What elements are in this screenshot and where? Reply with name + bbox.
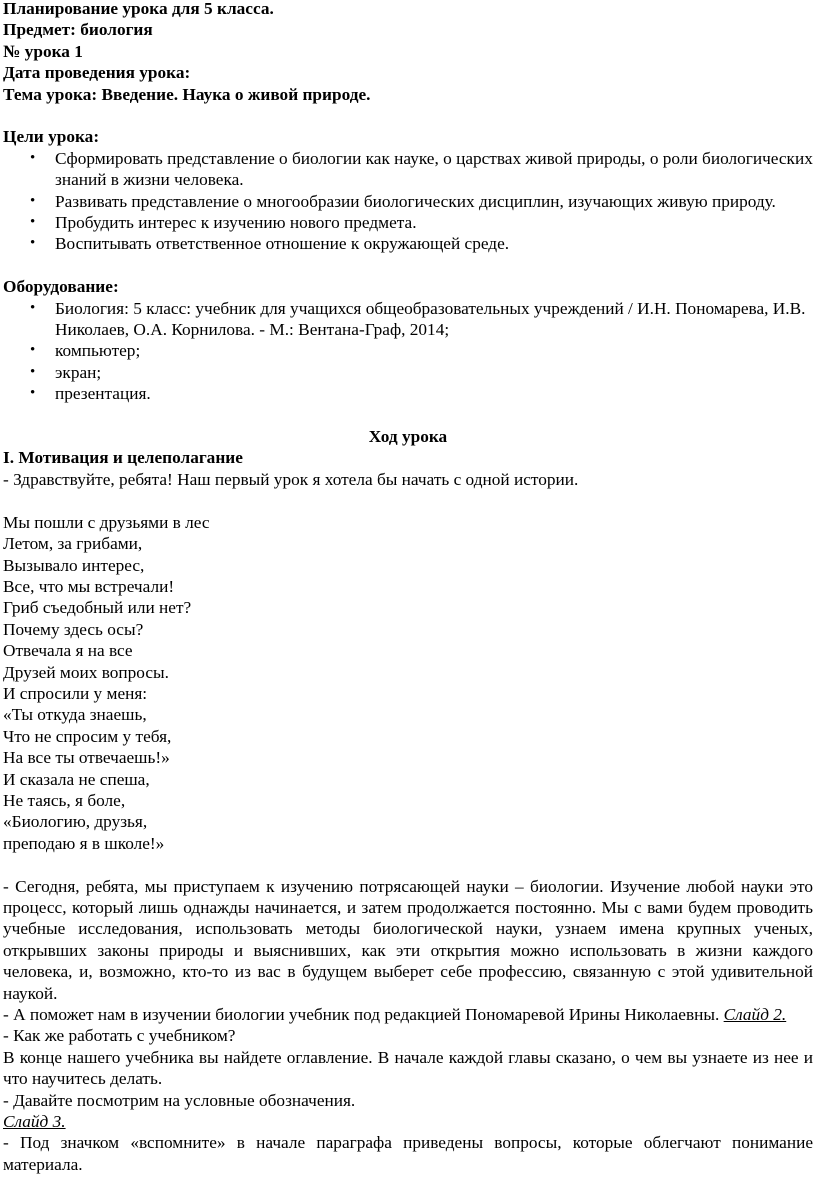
poem-line: Что не спросим у тебя, [3, 726, 172, 746]
poem-line: Не таясь, я боле, [3, 790, 126, 810]
intro-paragraph: - Здравствуйте, ребята! Наш первый урок я хотела бы начать с одной истории. [3, 469, 579, 489]
bullet-icon: • [30, 235, 36, 252]
equipment-list-item [3, 298, 813, 341]
poem-line: И сказала не спеша, [3, 769, 150, 789]
document-page [3, 0, 813, 1175]
goals-list-item [3, 148, 813, 191]
bullet-icon: • [30, 192, 36, 209]
paragraph-how-to-work: - Как же работать с учебником? [3, 1026, 236, 1046]
paragraph-textbook-text: - А поможет нам в изучении биологии учебник под редакцией Пономаревой Ирины Николаевны. [3, 1005, 724, 1025]
equipment-list-item [3, 383, 813, 404]
bullet-icon: • [30, 385, 36, 402]
equipment-list-item [3, 362, 813, 383]
paragraph-textbook [3, 1004, 813, 1025]
spacer [3, 490, 813, 511]
poem-line: Друзей моих вопросы. [3, 662, 169, 682]
goals-item-text: Пробудить интерес к изучению нового предмета. [55, 213, 417, 233]
poem-line: преподаю я в школе!» [3, 833, 165, 853]
paragraph-science-intro: - Сегодня, ребята, мы приступаем к изучению потрясающей науки – биологии. Изучение любой науки это процесс, который лишь однажды начинается, и затем продолжается постоянно. Мы с вами будем проводить учебные исследования, использовать методы биологической науки, узнаем имена крупных ученых, открывших законы природы и выяснивших, как эти открытия можно использовать в жизни каждого человека, и, возможно, кто-то из вас в будущем выберет себе профессию, связанную с этой удивительной наукой. [3, 876, 813, 1003]
spacer [3, 854, 813, 875]
lesson-header [3, 0, 813, 105]
goals-item-text: Сформировать представление о биологии как науке, о царствах живой природы, о роли биологических знаний в жизни человека. [55, 148, 813, 190]
goals-item-text: Развивать представление о многообразии биологических дисциплин, изучающих живую природу. [55, 191, 776, 211]
poem-line: Отвечала я на все [3, 641, 133, 661]
header-line-date: Дата проведения урока: [3, 63, 191, 83]
goals-list-item [3, 191, 813, 212]
header-line-subject: Предмет: биология [3, 20, 153, 40]
poem-line: И спросили у меня: [3, 683, 148, 703]
equipment-item-text: экран; [55, 362, 102, 382]
goals-list-item [3, 233, 813, 254]
bullet-icon: • [30, 149, 36, 166]
equipment-list-item [3, 340, 813, 361]
goals-title: Цели урока: [3, 127, 100, 147]
poem-line: Гриб съедобный или нет? [3, 598, 192, 618]
slide-2-reference: Слайд 2. [723, 1005, 787, 1025]
poem-line: На все ты отвечаешь!» [3, 748, 170, 768]
goals-list-item [3, 212, 813, 233]
bullet-icon: • [30, 214, 36, 231]
bullet-icon: • [30, 363, 36, 380]
poem-line: Летом, за грибами, [3, 534, 143, 554]
paragraph-contents: В конце нашего учебника вы найдете оглавление. В начале каждой главы сказано, о чем вы узнаете из нее и что научитесь делать. [3, 1047, 813, 1089]
equipment-item-text: презентация. [55, 384, 151, 404]
poem-line: Почему здесь осы? [3, 619, 144, 639]
poem-line: «Биологию, друзья, [3, 812, 148, 832]
goals-list [3, 148, 813, 255]
header-line-topic: Тема урока: Введение. Наука о живой природе. [3, 84, 371, 104]
bullet-icon: • [30, 342, 36, 359]
paragraph-remember-icon: - Под значком «вспомните» в начале параграфа приведены вопросы, которые облегчают понимание материала. [3, 1133, 813, 1174]
lesson-title: Ход урока [368, 427, 448, 447]
spacer [3, 255, 813, 276]
spacer [3, 405, 813, 426]
header-line-plan: Планирование урока для 5 класса. [3, 0, 274, 18]
paragraph-symbols: - Давайте посмотрим на условные обозначения. [3, 1090, 356, 1110]
section-title: I. Мотивация и целеполагание [3, 448, 243, 468]
poem-line: Вызывало интерес, [3, 555, 145, 575]
poem [3, 512, 813, 855]
goals-item-text: Воспитывать ответственное отношение к окружающей среде. [55, 234, 510, 254]
poem-line: Мы пошли с друзьями в лес [3, 512, 210, 532]
spacer [3, 105, 813, 126]
poem-line: «Ты откуда знаешь, [3, 705, 147, 725]
bullet-icon: • [30, 299, 36, 316]
equipment-title: Оборудование: [3, 277, 119, 297]
poem-line: Все, что мы встречали! [3, 576, 175, 596]
equipment-item-text: Биология: 5 класс: учебник для учащихся общеобразовательных учреждений / И.Н. Пономарева, И.В. Николаев, О.А. Корнилова. - М.: Вентана-Граф, 2014; [55, 298, 806, 340]
equipment-list [3, 298, 813, 405]
header-line-lesson-number: № урока 1 [3, 41, 83, 61]
equipment-item-text: компьютер; [55, 341, 141, 361]
slide-3-reference: Слайд 3. [3, 1112, 66, 1132]
